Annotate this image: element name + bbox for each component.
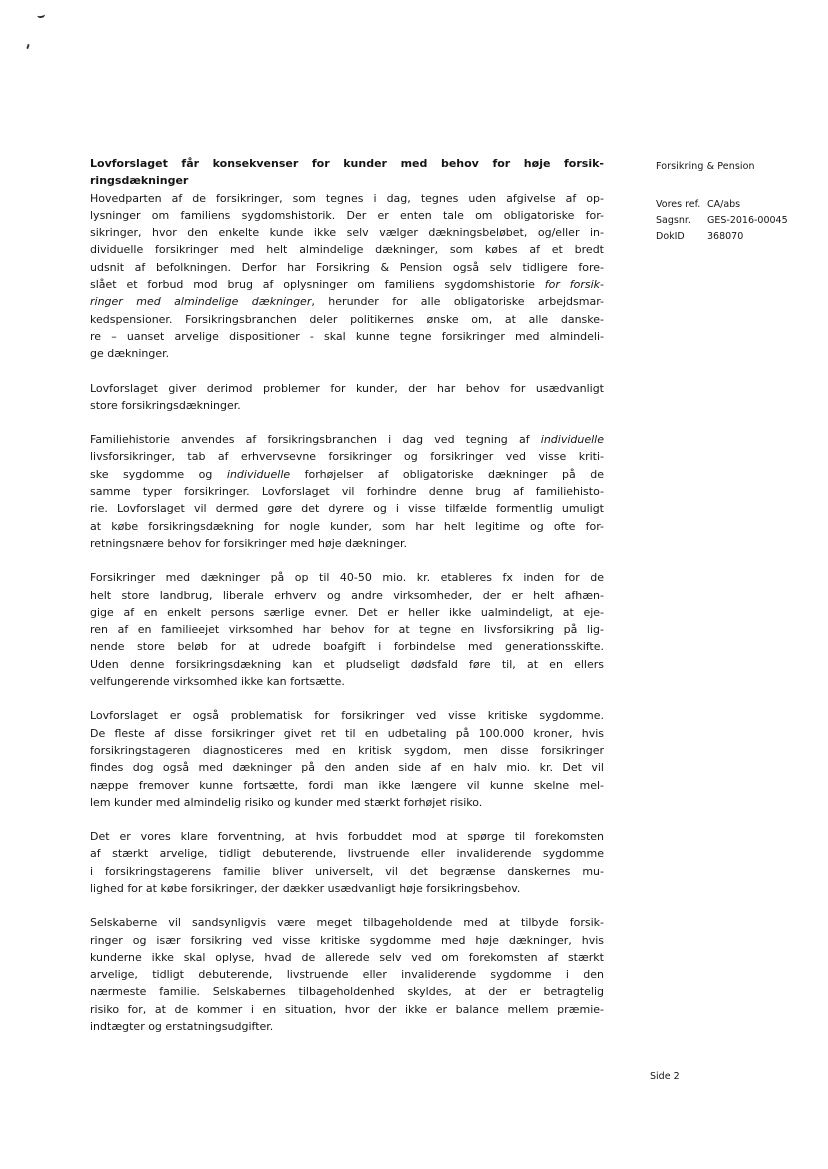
text-segment: dividuelle forsikringer med helt almindelige dækninger, som købes af et bredt — [90, 243, 604, 257]
text-segment: ren af en familieejet virksomhed har behov for at tegne en livsforsikring på lig- — [90, 623, 604, 637]
italic-text-segment: individuelle — [540, 433, 604, 447]
meta-value: CA/abs — [707, 199, 741, 210]
paragraph — [90, 707, 604, 811]
text-segment: Lovforslaget er også problematisk for forsikringer ved visse kritiske sygdomme. — [90, 709, 604, 723]
paragraph — [90, 914, 604, 1035]
text-segment: velfungerende virksomhed ikke kan fortsætte. — [90, 675, 345, 689]
text-line — [90, 621, 604, 638]
meta-label: DokID — [656, 231, 685, 242]
meta-row — [656, 213, 816, 229]
text-line — [90, 673, 604, 690]
text-line — [90, 345, 604, 362]
text-line — [90, 466, 604, 483]
text-segment: livsforsikringer, tab af erhvervsevne forsikringer og forsikringer ved visse kriti- — [90, 450, 604, 464]
paragraph — [90, 380, 604, 415]
text-segment: udsnit af befolkningen. Derfor har Forsikring & Pension også selv tidligere fore- — [90, 260, 604, 274]
meta-value: GES-2016-00045 — [707, 215, 788, 226]
text-line — [90, 794, 604, 811]
text-line — [90, 725, 604, 742]
text-segment: nærmeste familie. Selskabernes tilbageholdenhed skyldes, at der er betragtelig — [90, 985, 604, 999]
text-line — [90, 707, 604, 724]
page-number: Side 2 — [650, 1071, 680, 1082]
text-line — [90, 949, 604, 966]
text-line — [90, 311, 604, 328]
text-segment: indtægter og erstatningsudgifter. — [90, 1020, 274, 1034]
text-line — [90, 518, 604, 535]
text-segment: findes dog også med dækninger på den anden side af en halv mio. kr. Det vil — [90, 761, 604, 775]
text-segment: næppe fremover kunne fortsætte, fordi man ikke længere vil kunne skelne mel- — [90, 778, 604, 792]
italic-text-segment: individuelle — [226, 467, 291, 481]
document-heading — [90, 155, 604, 190]
text-segment: samme typer forsikringer. Lovforslaget vil forhindre denne brug af familiehisto- — [90, 485, 604, 499]
text-line — [90, 500, 604, 517]
text-line — [90, 293, 604, 310]
text-line — [90, 587, 604, 604]
text-segment: lysninger om familiens sygdomshistorik. Der er enten tale om obligatoriske for- — [90, 208, 604, 222]
text-segment: re – uanset arvelige dispositioner - skal kunne tegne forsikringer med almindeli- — [90, 329, 604, 343]
text-line — [90, 431, 604, 448]
italic-text-segment: for forsik- — [544, 278, 604, 292]
text-segment: lem kunder med almindelig risiko og kunder med stærkt forhøjet risiko. — [90, 795, 483, 809]
text-segment: lighed for at købe forsikringer, der dækker usædvanligt høje forsikringsbehov. — [90, 881, 521, 895]
scan-artifact — [37, 11, 46, 18]
text-line — [90, 759, 604, 776]
text-segment: , herunder for alle obligatoriske arbejdsmar- — [311, 295, 604, 309]
text-segment: arvelige, tidligt debuterende, livstruende eller invaliderende sygdomme i den — [90, 968, 604, 982]
text-segment: nende store beløb for at udrede boafgift i forbindelse med generationsskifte. — [90, 640, 604, 654]
text-line — [90, 638, 604, 655]
italic-text-segment: ringer med almindelige dækninger — [90, 295, 312, 309]
text-segment: Lovforslaget får konsekvenser for kunder med behov for høje forsik- — [90, 157, 604, 170]
text-segment: at købe forsikringsdækning for nogle kunder, som har helt legitime og ofte for- — [90, 519, 604, 533]
meta-label: Vores ref. — [656, 199, 701, 210]
paragraph — [90, 569, 604, 690]
meta-value: 368070 — [707, 231, 744, 242]
paragraphs-container — [90, 190, 604, 1036]
text-line — [90, 190, 604, 207]
text-segment: Uden denne forsikringsdækning kan et pludseligt dødsfald føre til, at en ellers — [90, 657, 604, 671]
text-line — [90, 172, 604, 189]
text-segment: ske sygdomme og — [90, 467, 227, 481]
text-line — [90, 397, 604, 414]
text-line — [90, 380, 604, 397]
meta-row — [656, 197, 816, 213]
meta-row — [656, 229, 816, 245]
text-line — [90, 1018, 604, 1035]
text-segment: risiko for, at de kommer i en situation, hvor der ikke er balance mellem præmie- — [90, 1002, 604, 1016]
paragraph — [90, 190, 604, 363]
text-line — [90, 777, 604, 794]
text-line — [90, 966, 604, 983]
text-line — [90, 155, 604, 172]
meta-label: Sagsnr. — [656, 215, 691, 226]
text-segment: Det er vores klare forventning, at hvis forbuddet mod at spørge til forekomsten — [90, 830, 604, 844]
text-segment: Forsikringer med dækninger på op til 40-50 mio. kr. etableres fx inden for de — [90, 571, 604, 585]
text-segment: De fleste af disse forsikringer givet ret til en udbetaling på 100.000 kroner, hvis — [90, 726, 604, 740]
text-line — [90, 224, 604, 241]
text-segment: sikringer, hvor den enkelte kunde ikke selv vælger dækningsbeløbet, og/eller in- — [90, 226, 604, 240]
text-line — [90, 535, 604, 552]
reference-meta — [656, 197, 816, 245]
paragraph — [90, 828, 604, 897]
text-segment: Lovforslaget giver derimod problemer for kunder, der har behov for usædvanligt — [90, 381, 604, 395]
text-line — [90, 742, 604, 759]
letter-body — [90, 155, 604, 1052]
text-segment: ringsdækninger — [90, 174, 189, 188]
text-segment: kedspensioner. Forsikringsbranchen deler politikernes ønske om, at alle danske- — [90, 312, 604, 326]
text-segment: gige af en enkelt persons særlige evner. Det er heller ikke ualmindeligt, at eje- — [90, 605, 604, 619]
text-line — [90, 1001, 604, 1018]
text-line — [90, 448, 604, 465]
text-line — [90, 241, 604, 258]
text-line — [90, 483, 604, 500]
scan-artifact — [26, 44, 29, 49]
text-line — [90, 983, 604, 1000]
text-segment: forsikringstageren diagnosticeres med en kritisk sygdom, men disse forsikringer — [90, 743, 604, 757]
text-line — [90, 845, 604, 862]
text-segment: retningsnære behov for forsikringer med høje dækninger. — [90, 536, 407, 550]
text-segment: kunderne ikke skal oplyse, hvad de allerede selv ved om forekomsten af stærkt — [90, 950, 604, 964]
text-segment: rie. Lovforslaget vil dermed gøre det dyrere og i visse tilfælde formentlig umuligt — [90, 502, 604, 516]
text-line — [90, 656, 604, 673]
text-line — [90, 328, 604, 345]
text-segment: store forsikringsdækninger. — [90, 398, 241, 412]
text-segment: Selskaberne vil sandsynligvis være meget tilbageholdende med at tilbyde forsik- — [90, 916, 604, 930]
text-segment: af stærkt arvelige, tidligt debuterende, livstruende eller invaliderende sygdomme — [90, 847, 604, 861]
text-line — [90, 569, 604, 586]
text-segment: forhøjelser af obligatoriske dækninger på de — [290, 467, 604, 481]
text-segment: Familiehistorie anvendes af forsikringsbranchen i dag ved tegning af — [90, 433, 541, 447]
text-line — [90, 259, 604, 276]
text-line — [90, 207, 604, 224]
text-segment: Hovedparten af de forsikringer, som tegnes i dag, tegnes uden afgivelse af op- — [90, 191, 604, 205]
text-line — [90, 276, 604, 293]
text-segment: slået et forbud mod brug af oplysninger om familiens sygdomshistorie — [90, 278, 545, 292]
letterhead — [656, 161, 816, 245]
text-segment: helt store landbrug, liberale erhverv og andre virksomheder, der er helt afhæn- — [90, 588, 604, 602]
text-segment: ge dækninger. — [90, 347, 170, 361]
text-segment: i forsikringstagerens familie bliver universelt, vil det begrænse danskernes mu- — [90, 864, 604, 878]
text-line — [90, 863, 604, 880]
text-line — [90, 914, 604, 931]
text-line — [90, 604, 604, 621]
org-name: Forsikring & Pension — [656, 161, 755, 172]
text-segment: ringer og især forsikring ved visse kritiske sygdomme med høje dækninger, hvis — [90, 933, 604, 947]
text-line — [90, 828, 604, 845]
paragraph — [90, 431, 604, 552]
text-line — [90, 932, 604, 949]
text-line — [90, 880, 604, 897]
